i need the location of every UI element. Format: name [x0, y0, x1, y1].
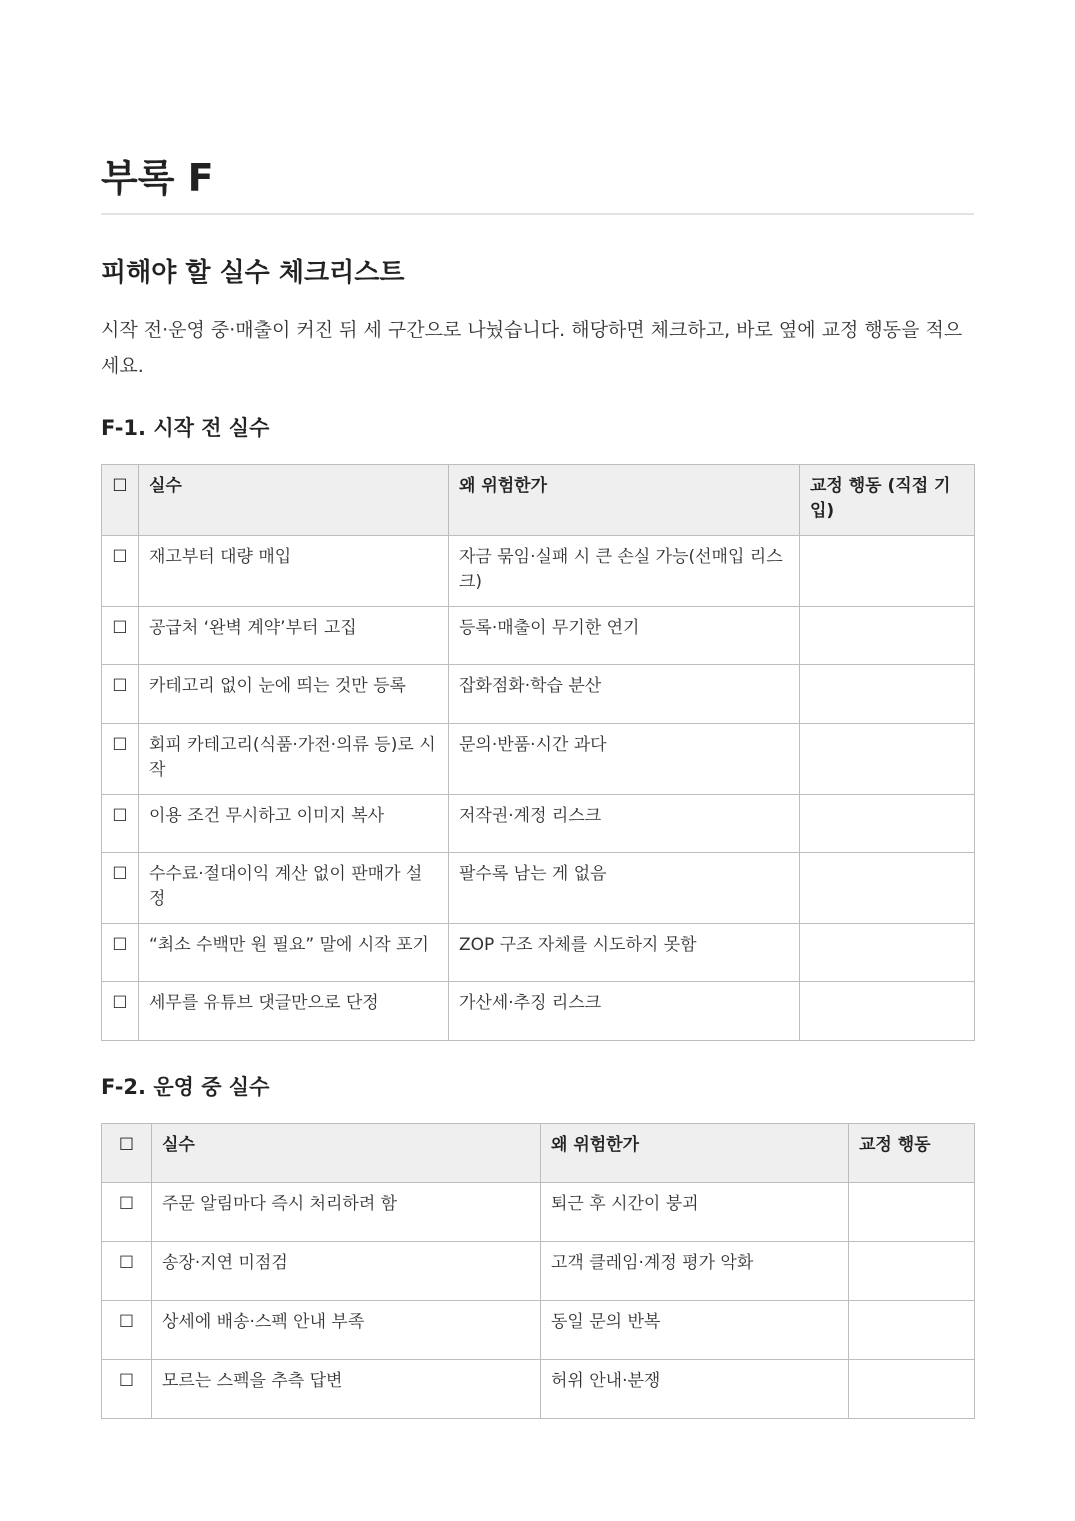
table-row [102, 536, 975, 607]
row-action-field[interactable] [800, 924, 975, 982]
row-why: 저작권·계정 리스크 [449, 795, 800, 853]
row-checkbox[interactable]: ☐ [102, 724, 139, 795]
table-header-row [102, 1124, 975, 1183]
title-divider [101, 213, 974, 215]
row-action-field[interactable] [849, 1301, 975, 1360]
row-checkbox[interactable]: ☐ [102, 1360, 152, 1419]
row-why: 등록·매출이 무기한 연기 [449, 607, 800, 665]
row-why: 문의·반품·시간 과다 [449, 724, 800, 795]
row-why: 퇴근 후 시간이 붕괴 [541, 1183, 849, 1242]
header-why: 왜 위험한가 [449, 465, 800, 536]
row-mistake: “최소 수백만 원 필요” 말에 시작 포기 [139, 924, 449, 982]
header-mistake: 실수 [139, 465, 449, 536]
table-row [102, 853, 975, 924]
header-action: 교정 행동 [849, 1124, 975, 1183]
row-why: ZOP 구조 자체를 시도하지 못함 [449, 924, 800, 982]
table-row [102, 1360, 975, 1419]
row-action-field[interactable] [849, 1183, 975, 1242]
row-checkbox[interactable]: ☐ [102, 536, 139, 607]
row-why: 허위 안내·분쟁 [541, 1360, 849, 1419]
f2-checklist-table [101, 1123, 975, 1419]
row-action-field[interactable] [800, 536, 975, 607]
table-row [102, 1242, 975, 1301]
header-checkbox: ☐ [102, 1124, 152, 1183]
f1-checklist-table [101, 464, 975, 1041]
row-checkbox[interactable]: ☐ [102, 982, 139, 1041]
row-checkbox[interactable]: ☐ [102, 1301, 152, 1360]
row-mistake: 회피 카테고리(식품·가전·의류 등)로 시작 [139, 724, 449, 795]
row-mistake: 이용 조건 무시하고 이미지 복사 [139, 795, 449, 853]
row-action-field[interactable] [800, 982, 975, 1041]
row-checkbox[interactable]: ☐ [102, 607, 139, 665]
row-mistake: 수수료·절대이익 계산 없이 판매가 설정 [139, 853, 449, 924]
row-action-field[interactable] [800, 795, 975, 853]
f2-title: F-2. 운영 중 실수 [101, 1075, 270, 1099]
row-action-field[interactable] [849, 1360, 975, 1419]
row-why: 고객 클레임·계정 평가 악화 [541, 1242, 849, 1301]
row-why: 자금 묶임·실패 시 큰 손실 가능(선매입 리스크) [449, 536, 800, 607]
row-why: 잡화점화·학습 분산 [449, 665, 800, 724]
row-checkbox[interactable]: ☐ [102, 1183, 152, 1242]
row-mistake: 세무를 유튜브 댓글만으로 단정 [139, 982, 449, 1041]
row-action-field[interactable] [849, 1242, 975, 1301]
row-why: 팔수록 남는 게 없음 [449, 853, 800, 924]
row-mistake: 카테고리 없이 눈에 띄는 것만 등록 [139, 665, 449, 724]
row-why: 동일 문의 반복 [541, 1301, 849, 1360]
row-checkbox[interactable]: ☐ [102, 1242, 152, 1301]
f1-title: F-1. 시작 전 실수 [101, 416, 270, 440]
row-action-field[interactable] [800, 607, 975, 665]
table-row [102, 724, 975, 795]
header-why: 왜 위험한가 [541, 1124, 849, 1183]
table-row [102, 607, 975, 665]
row-why: 가산세·추징 리스크 [449, 982, 800, 1041]
appendix-title: 부록 F [101, 156, 214, 200]
row-action-field[interactable] [800, 724, 975, 795]
row-mistake: 재고부터 대량 매입 [139, 536, 449, 607]
row-checkbox[interactable]: ☐ [102, 853, 139, 924]
row-checkbox[interactable]: ☐ [102, 665, 139, 724]
row-mistake: 송장·지연 미점검 [152, 1242, 541, 1301]
row-action-field[interactable] [800, 665, 975, 724]
table-row [102, 982, 975, 1041]
row-checkbox[interactable]: ☐ [102, 924, 139, 982]
row-mistake: 모르는 스펙을 추측 답변 [152, 1360, 541, 1419]
row-mistake: 공급처 ‘완벽 계약’부터 고집 [139, 607, 449, 665]
header-checkbox: ☐ [102, 465, 139, 536]
header-action: 교정 행동 (직접 기입) [800, 465, 975, 536]
table-header-row [102, 465, 975, 536]
row-checkbox[interactable]: ☐ [102, 795, 139, 853]
section-title: 피해야 할 실수 체크리스트 [101, 258, 405, 288]
table-row [102, 1183, 975, 1242]
header-mistake: 실수 [152, 1124, 541, 1183]
table-row [102, 1301, 975, 1360]
table-row [102, 795, 975, 853]
row-action-field[interactable] [800, 853, 975, 924]
row-mistake: 상세에 배송·스펙 안내 부족 [152, 1301, 541, 1360]
table-row [102, 665, 975, 724]
table-row [102, 924, 975, 982]
section-intro: 시작 전·운영 중·매출이 커진 뒤 세 구간으로 나눴습니다. 해당하면 체크하고, 바로 옆에 교정 행동을 적으세요. [101, 319, 963, 377]
row-mistake: 주문 알림마다 즉시 처리하려 함 [152, 1183, 541, 1242]
